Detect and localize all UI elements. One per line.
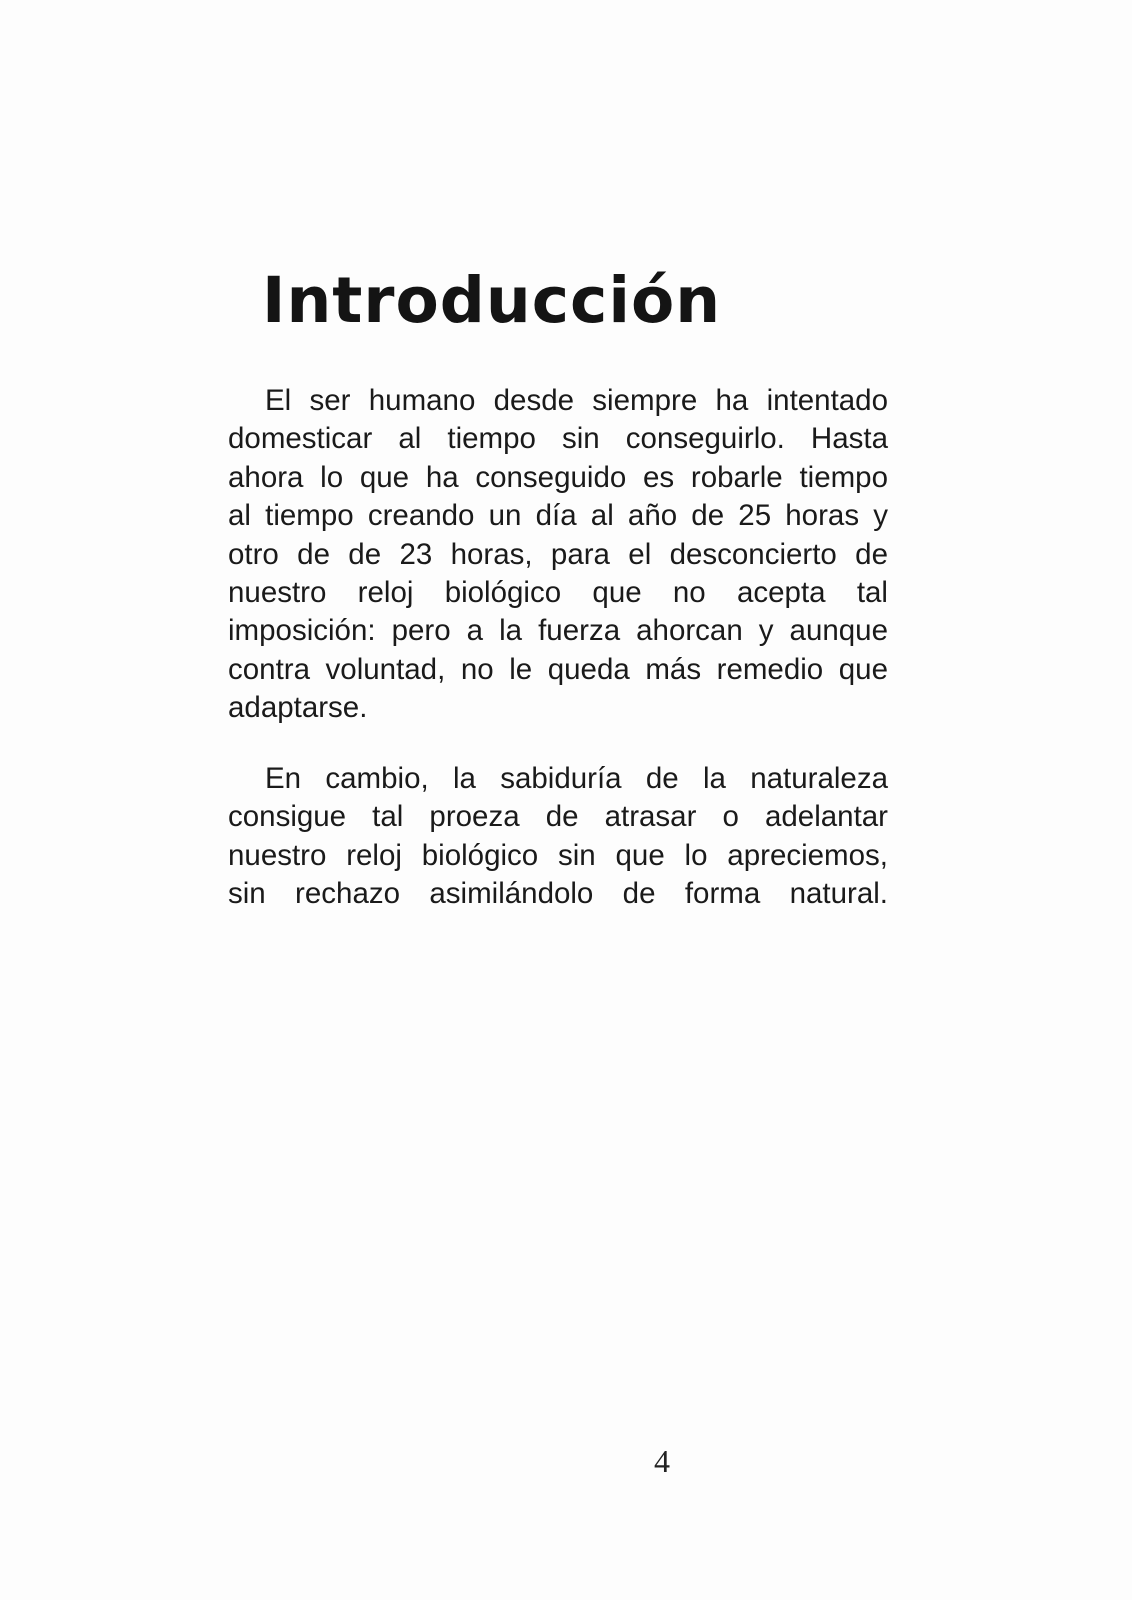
chapter-title: Introducción	[262, 264, 722, 338]
paragraph-1	[228, 382, 888, 728]
text-line: sin rechazo asimilándolo de forma natural.	[228, 877, 888, 911]
text-line: ahora lo que ha conseguido es robarle tiempo	[228, 460, 888, 494]
page-number: 4	[654, 1443, 670, 1479]
text-line: consigue tal proeza de atrasar o adelantar	[228, 800, 888, 834]
text-line: En cambio, la sabiduría de la naturaleza	[265, 762, 888, 795]
text-line: al tiempo creando un día al año de 25 horas y	[228, 499, 888, 533]
text-line: adaptarse.	[228, 691, 368, 725]
paragraph-2	[228, 760, 888, 914]
text-line: contra voluntad, no le queda más remedio que	[228, 652, 888, 686]
text-line: imposición: pero a la fuerza ahorcan y aunque	[228, 614, 888, 648]
text-line: domesticar al tiempo sin conseguirlo. Hasta	[228, 422, 888, 456]
text-line: nuestro reloj biológico sin que lo apreciemos,	[228, 838, 888, 872]
text-line: otro de de 23 horas, para el desconcierto de	[228, 537, 888, 571]
text-line: nuestro reloj biológico que no acepta tal	[228, 575, 888, 609]
text-line: El ser humano desde siempre ha intentado	[265, 384, 888, 417]
